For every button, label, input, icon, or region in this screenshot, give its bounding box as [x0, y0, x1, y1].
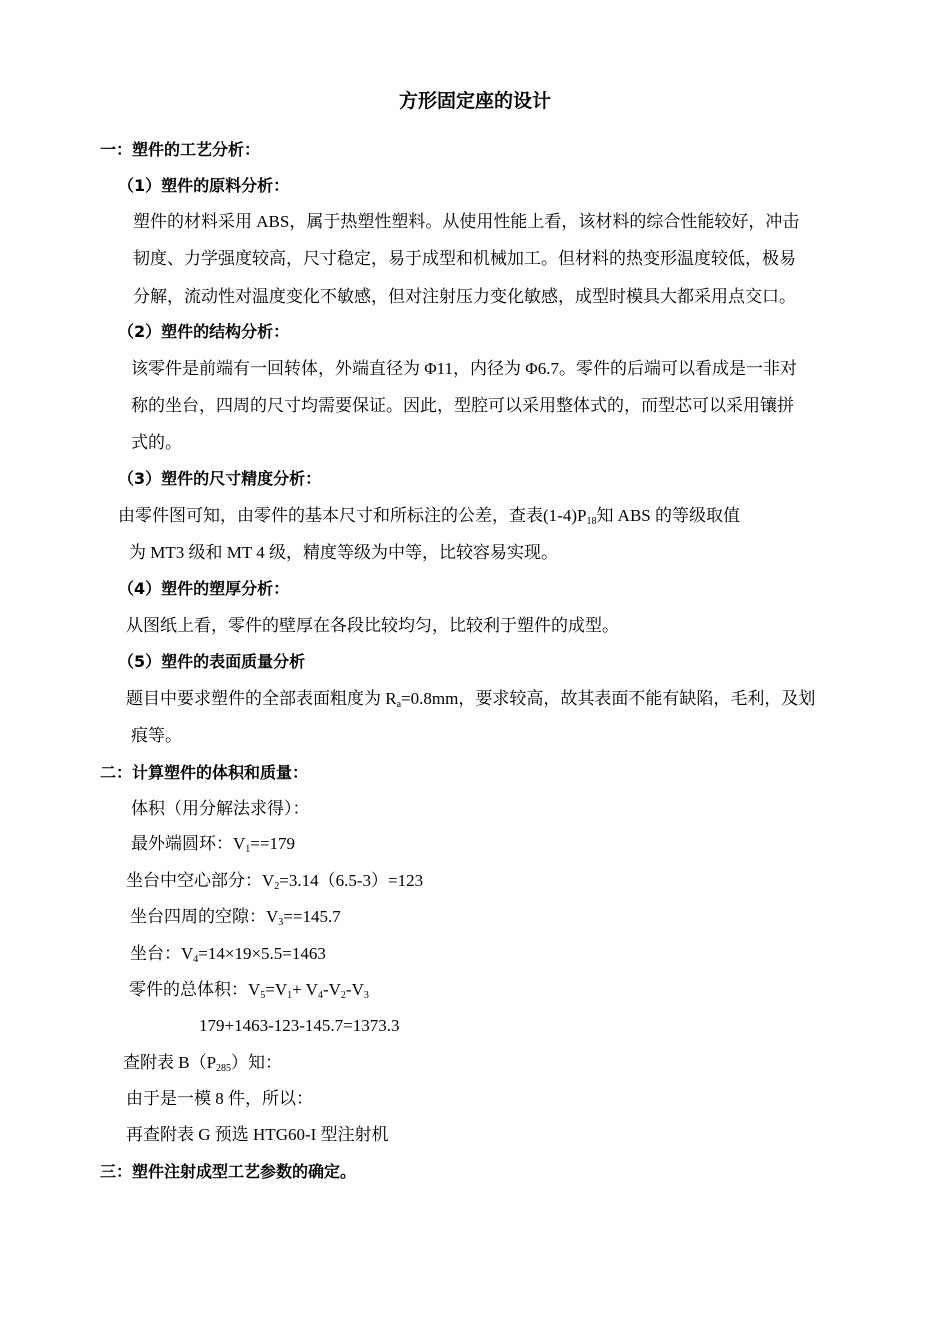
volume-label: 体积（用分解法求得）：	[131, 799, 310, 818]
text-run: ）知：	[231, 1053, 283, 1072]
subscript: 2	[340, 990, 346, 1001]
page-title: 方形固定座的设计	[398, 90, 551, 112]
text-run: 坐台：V	[130, 944, 194, 963]
text-run: 坐台中空心部分：V	[126, 871, 275, 890]
text-run: 由零件图可知，由零件的基本尺寸和所标注的公差，查表(1-4)P	[118, 506, 587, 525]
volume-v1	[131, 832, 295, 856]
subscript: 2	[274, 881, 280, 892]
text-run: ==179	[250, 834, 295, 853]
subscript: 3	[363, 990, 369, 1001]
text-run: =V	[265, 980, 288, 999]
text-run: =14×19×5.5=1463	[198, 944, 326, 963]
subscript: 18	[586, 516, 597, 527]
volume-v2	[126, 869, 423, 893]
section-3-heading: 三：塑件注射成型工艺参数的确定。	[100, 1162, 357, 1181]
volume-v3	[130, 905, 341, 929]
text-run: 查附表 B（P	[123, 1053, 217, 1072]
subscript: 1	[245, 844, 251, 855]
text-run: ==145.7	[283, 907, 341, 926]
volume-v4	[130, 942, 326, 966]
paragraph-line	[126, 687, 815, 711]
lookup-line	[123, 1051, 282, 1075]
volume-v5	[129, 978, 369, 1002]
subscript: 4	[193, 954, 199, 965]
subscript: 1	[287, 990, 293, 1001]
mold-cavity-line: 由于是一模 8 件，所以：	[126, 1089, 313, 1108]
subscript: 4	[317, 990, 323, 1001]
section-2-heading: 二：计算塑件的体积和质量：	[100, 763, 309, 782]
text-run: =0.8mm，要求较高，故其表面不能有缺陷，毛利，及划	[401, 689, 816, 708]
paragraph-line: 痕等。	[131, 726, 182, 745]
text-run: -V	[345, 980, 364, 999]
text-run: 坐台四周的空隙：V	[130, 907, 279, 926]
text-run: -V	[322, 980, 341, 999]
paragraph-line: 式的。	[131, 433, 182, 452]
subsection-5-heading: （5）塑件的表面质量分析	[118, 652, 306, 671]
paragraph-line: 称的坐台，四周的尺寸均需要保证。因此，型腔可以采用整体式的，而型芯可以采用镶拼	[131, 396, 794, 415]
machine-line: 再查附表 G 预选 HTG60-I 型注射机	[126, 1125, 389, 1144]
text-run: 题目中要求塑件的全部表面粗度为 R	[126, 689, 397, 708]
subscript: 285	[216, 1063, 232, 1074]
total-volume-calc: 179+1463-123-145.7=1373.3	[199, 1016, 400, 1035]
paragraph-line: 塑件的材料采用 ABS，属于热塑性塑料。从使用性能上看，该材料的综合性能较好，冲击	[133, 212, 800, 231]
subscript: 5	[260, 990, 266, 1001]
text-run: + V	[292, 980, 318, 999]
subsection-3-heading: （3）塑件的尺寸精度分析：	[118, 469, 322, 488]
paragraph-line: 从图纸上看，零件的壁厚在各段比较均匀，比较利于塑件的成型。	[126, 616, 619, 635]
paragraph-line: 韧度、力学强度较高，尺寸稳定，易于成型和机械加工。但材料的热变形温度较低，极易	[133, 249, 796, 268]
section-1-heading: 一：塑件的工艺分析：	[100, 140, 261, 159]
text-run: 零件的总体积：V	[129, 980, 261, 999]
text-run: 最外端圆环：V	[131, 834, 246, 853]
subsection-2-heading: （2）塑件的结构分析：	[118, 322, 290, 341]
text-run: =3.14（6.5-3）=123	[279, 871, 424, 890]
text-run: 知 ABS 的等级取值	[596, 506, 741, 525]
subsection-4-heading: （4）塑件的塑厚分析：	[118, 579, 290, 598]
subscript: a	[396, 699, 402, 710]
subscript: 3	[278, 917, 284, 928]
paragraph-line: 该零件是前端有一回转体，外端直径为 Φ11，内径为 Φ6.7。零件的后端可以看成是一非对	[131, 359, 797, 378]
paragraph-line: 为 MT3 级和 MT 4 级，精度等级为中等，比较容易实现。	[129, 543, 558, 562]
subsection-1-heading: （1）塑件的原料分析：	[118, 176, 290, 195]
paragraph-line	[118, 504, 740, 528]
paragraph-line: 分解，流动性对温度变化不敏感，但对注射压力变化敏感，成型时模具大都采用点交口。	[133, 287, 796, 306]
